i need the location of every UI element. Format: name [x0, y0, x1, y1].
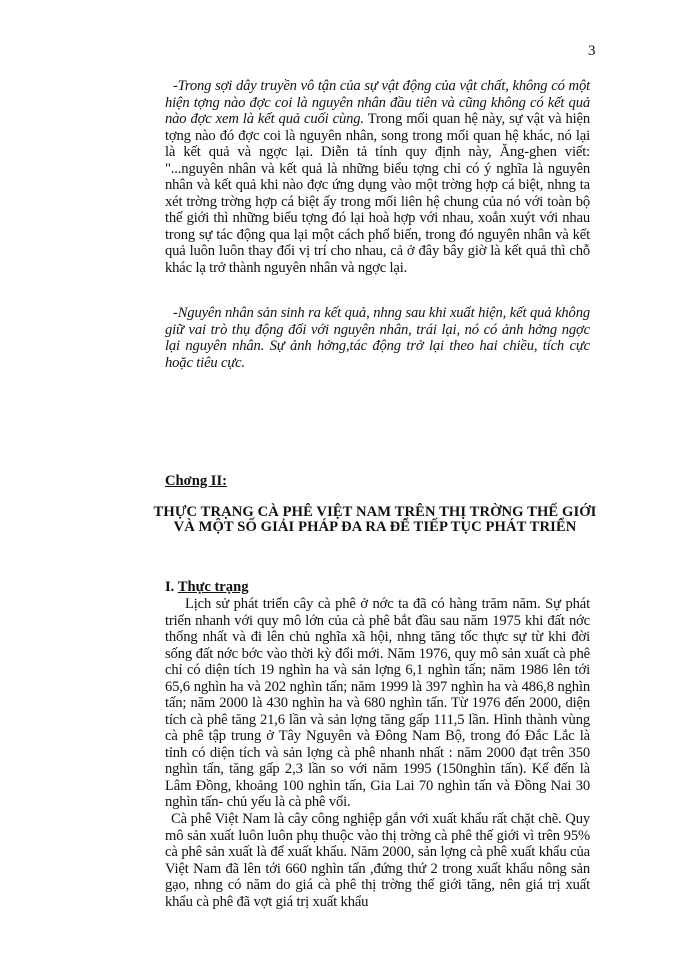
- section-paragraph-1-text: Lịch sử phát triển cây cà phê ở nớc ta đã có hàng trăm năm. Sự phát triển nhanh với quy mô lớn của cà phê bắt đầu sau năm 1975 khi đất nớc thống nhất và đi lên chủ nghĩa xã hội, nhng tăng tốc thực sự từ khi đời sống đất nớc bớc vào thời kỳ đổi mới. Năm 1976, quy mô sản xuất cà phê chỉ có diện tích 19 nghìn ha và sản lợng 6,1 nghìn tấn; năm 1986 lên tới 65,6 nghìn ha và 202 nghìn tấn; năm 1999 là 397 nghìn ha và 486,8 nghìn tấn; năm 2000 là 430 nghìn ha và 680 nghìn tấn. Từ 1976 đến 2000, diện tích cà phê tăng 21,6 lần và sản lợng tăng gấp 111,5 lần. Hình thành vùng cà phê tập trung ở Tây Nguyên và Đông Nam Bộ, trong đó Đắc Lắc là tỉnh có diện tích và sản lợng cà phê nhanh nhất : năm 2000 đạt trên 350 nghìn tấn, tăng gấp 2,3 lần so với năm 1995 (150nghìn tấn). Kế đến là Lâm Đồng, khoảng 100 nghìn tấn, Gia Lai 70 nghìn tấn và Đồng Nai 30 nghìn tấn- chủ yếu là cà phê vối.: [165, 596, 590, 810]
- page-number: 3: [588, 43, 596, 59]
- intro-paragraph-1-italic: -Trong sợi dây truyền vô tận của sự vật động của vật chất, không có một hiện tợng nào đợc coi là nguyên nhân đầu tiên và cũng không có kết quả nào đợc xem là kết quả cuối cùng.: [165, 78, 590, 127]
- section-paragraph-2: [165, 811, 590, 910]
- section-heading: [165, 579, 249, 596]
- intro-paragraph-1: [165, 78, 590, 276]
- section-paragraph-1: [165, 596, 590, 811]
- chapter-title: THỰC TRẠNG CÀ PHÊ VIỆT NAM TRÊN THỊ TRỜNG THẾ GIỚI VÀ MỘT SỐ GIẢI PHÁP ĐA RA ĐỂ TIẾP TỤC PHÁT TRIỂN: [153, 504, 597, 535]
- section-number: I.: [165, 579, 178, 595]
- section-title: Thực trạng: [177, 579, 249, 595]
- intro-paragraph-1-body: Trong mối quan hệ này, sự vật và hiện tợng nào đó đợc coi là nguyên nhân, song trong mối quan hệ khác, nó lại là kết quả và ngợc lại. Diễn tả tính quy định này, Ăng-ghen viết: "...nguyên nhân và kết quả là những biểu tợng chỉ có ý nghĩa là nguyên nhân và kết quả khi nào đợc ứng dụng vào một trờng hợp cá biệt, nhng ta xét trờng trờng hợp cá biệt ấy trong mối liên hệ chung của nó với toàn bộ thế giới thì những biểu tợng đó lại hoà hợp với nhau, xoắn xuýt với nhau trong sự tác động qua lại một cách phổ biến, trong đó nguyên nhân và kết quả luôn luôn thay đổi vị trí cho nhau, cả ở đây bây giờ là kết quả thì chỗ khác lạ trở thành nguyên nhân và ngợc lại.: [165, 111, 590, 276]
- intro-paragraph-2: [165, 305, 590, 371]
- chapter-label: Chơng II:: [165, 473, 228, 489]
- section-paragraph-2-text: Cà phê Việt Nam là cây công nghiệp gắn với xuất khẩu rất chặt chẽ. Quy mô sản xuất luôn luôn phụ thuộc vào thị trờng cà phê thế giới vì trên 95% cà phê sản xuất là để xuất khẩu. Năm 2000, sản lợng cà phê xuất khẩu của Việt Nam đã lên tới 660 nghìn tấn ,đứng thứ 2 trong xuất khẩu nông sản gạo, nhng có năm do giá cà phê thị trờng thế giới tăng, nên giá trị xuất khẩu cà phê đã vợt giá trị xuất khẩu: [165, 811, 590, 910]
- intro-paragraph-2-italic: -Nguyên nhân sản sinh ra kết quả, nhng sau khi xuất hiện, kết quả không giữ vai trò thụ động đối với nguyên nhân, trái lại, nó có ảnh hởng ngợc lại nguyên nhân. Sự ảnh hởng,tác động trở lại theo hai chiều, tích cực hoặc tiêu cực.: [165, 305, 590, 371]
- intro-paragraph-1-text: [165, 78, 590, 276]
- intro-paragraph-2-text: [165, 305, 590, 371]
